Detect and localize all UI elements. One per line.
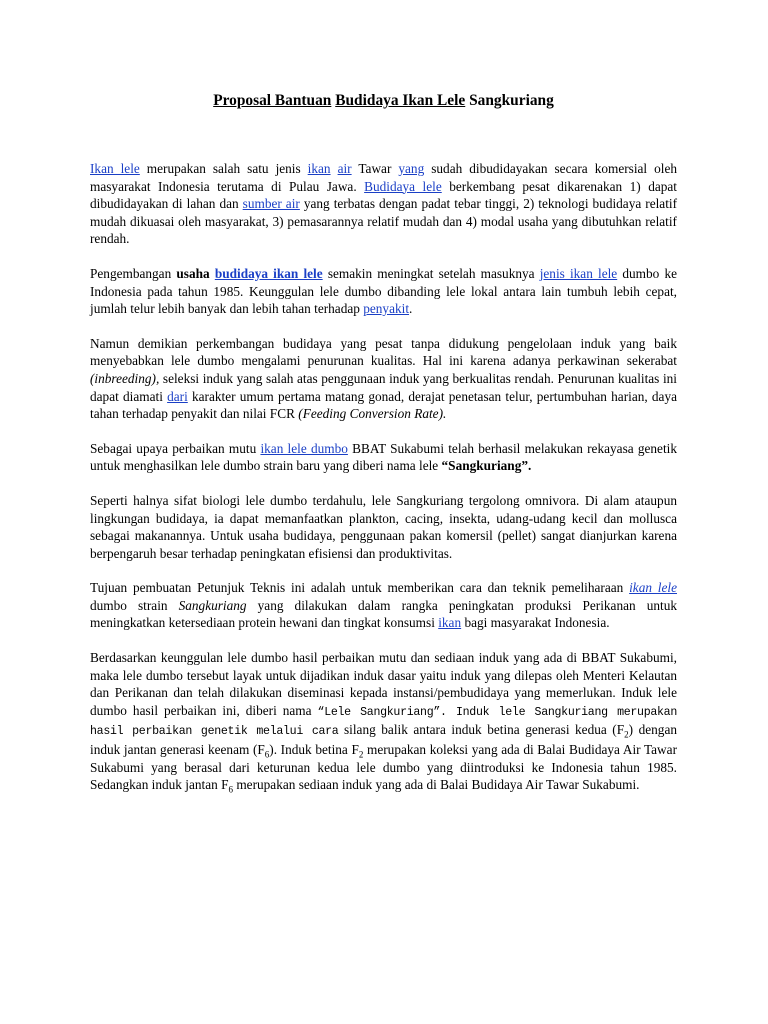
link-dari[interactable]: dari	[167, 388, 188, 404]
paragraph-3	[90, 335, 677, 423]
subscript: 6	[264, 749, 270, 760]
subscript: 2	[624, 730, 629, 741]
link-ikan-lele[interactable]: Ikan lele	[90, 161, 140, 176]
link-budidaya-lele[interactable]: Budidaya lele	[364, 178, 442, 194]
link-ikan-2[interactable]: ikan	[438, 615, 462, 631]
paragraph-2	[90, 265, 677, 318]
text	[331, 161, 338, 176]
text: berkembang pesat dikarenakan 1) dapat dibudidayakan di lahan dan	[90, 178, 677, 212]
text: semakin meningkat setelah masuknya	[322, 265, 540, 281]
text: Pengembangan	[90, 265, 177, 281]
link-jenis-ikan-lele[interactable]: jenis ikan lele	[539, 265, 618, 281]
title-part-1: Proposal Bantuan	[213, 92, 332, 109]
link-ikan[interactable]: ikan	[307, 161, 331, 176]
link-sumber-air[interactable]: sumber air	[242, 196, 300, 212]
text: sudah dibudidayakan secara komersial oleh masyarakat Indonesia terutama di Pulau Jawa.	[90, 161, 678, 194]
link-budidaya-ikan-lele[interactable]: budidaya ikan lele	[214, 265, 323, 281]
text: Namun demikian perkembangan budidaya yang pesat tanpa didukung pengelolaan induk yang baik menyebabkan lele dumbo mengalami penurunan kualitas. Hal ini karena adanya perkawinan sekerabat	[90, 335, 677, 369]
text: yang dilakukan dalam rangka peningkatan produksi Perikanan untuk meningkatkan ketersediaan protein hewani dan tingkat konsumsi	[90, 597, 677, 631]
text: merupakan sediaan induk yang ada di Balai Budidaya Air Tawar Sukabumi.	[233, 777, 640, 793]
document-title	[90, 90, 677, 112]
paragraph-1	[90, 160, 677, 248]
text: .	[409, 301, 413, 317]
paragraph-5	[90, 492, 677, 562]
text: Tujuan pembuatan Petunjuk Teknis ini adalah untuk memberikan cara dan teknik pemeliharaan	[90, 580, 630, 596]
subscript: 2	[358, 749, 364, 760]
paragraph-7	[90, 649, 677, 794]
text: bagi masyarakat Indonesia.	[461, 615, 610, 631]
link-penyakit[interactable]: penyakit	[363, 301, 410, 317]
link-yang[interactable]: yang	[398, 161, 425, 176]
paragraph-4	[90, 440, 677, 475]
link-ikan-lele-italic[interactable]: ikan lele	[629, 580, 677, 596]
text: dumbo ke Indonesia pada tahun 1985. Keunggulan lele dumbo dibanding lele lokal antara lain tumbuh lebih cepat, jumlah telur lebih banyak dan lebih tahan terhadap	[90, 265, 677, 317]
title-part-2: Budidaya Ikan Lele	[335, 92, 466, 109]
text: ). Induk betina F	[269, 742, 359, 758]
text: ) dengan induk jantan generasi keenam (F	[90, 722, 677, 758]
text: silang balik antara induk betina generasi kedua (F	[338, 722, 625, 738]
link-ikan-lele-dumbo[interactable]: ikan lele dumbo	[260, 440, 348, 456]
text: Seperti halnya sifat biologi lele dumbo terdahulu, lele Sangkuriang tergolong omnivora. Di alam ataupun lingkungan budidaya, ia dapat memanfaatkan plankton, cacing, insekta, udang-udang kecil dan mollusca sebagai makanannya. Untuk usaha budidaya, penggunaan pakan komersil (pellet) sangat dianjurkan karena berpengaruh besar terhadap peningkatan efisiensi dan produktivitas.	[90, 492, 677, 561]
text: merupakan salah satu jenis	[139, 161, 308, 176]
italic-text: (inbreeding),	[90, 370, 160, 386]
bold-text: “Sangkuriang”.	[441, 458, 532, 474]
text: Berdasarkan keunggulan lele dumbo hasil perbaikan mutu dan sediaan induk yang ada di BBAT Sukabumi, maka lele dumbo tersebut layak untuk dijadikan induk dasar yaitu induk yang dilepas oleh Menteri Kelautan dan Perikanan dan telah dilakukan diseminasi kepada instansi/pembudidaya yang memerlukan. Induk lele dumbo hasil perbaikan ini, diberi nama	[90, 650, 677, 718]
title-part-3: Sangkuriang	[469, 92, 554, 109]
italic-text: (Feeding Conversion Rate).	[298, 406, 447, 422]
subscript: 6	[228, 784, 233, 795]
text: merupakan koleksi yang ada di Balai Budidaya Air Tawar Sukabumi yang berasal dari keturunan kedua lele dumbo yang diintroduksi ke Indonesia tahun 1985. Sedangkan induk jantan F	[90, 742, 677, 793]
link-air[interactable]: air	[337, 161, 352, 176]
monospace-text: “Lele Sangkuriang”. Induk lele Sangkuriang merupakan hasil perbaikan genetik melalui cara	[90, 705, 677, 739]
bold-text: usaha	[176, 265, 210, 281]
text: karakter umum pertama matang gonad, derajat penetasan telur, pertumbuhan harian, daya tahan terhadap penyakit dan nilai FCR	[90, 388, 678, 422]
italic-text: Sangkuriang	[178, 597, 247, 613]
text: seleksi induk yang salah atas penggunaan induk yang berkualitas rendah. Penurunan kualitas ini dapat diamati	[90, 370, 677, 404]
text: dumbo strain	[90, 597, 179, 613]
text: Sebagai upaya perbaikan mutu	[90, 440, 261, 456]
text: yang terbatas dengan padat tebar tinggi, 2) teknologi budidaya relatif mudah dikuasai oleh masyarakat, 3) pemasarannya relatif mudah dan 4) modal usaha yang dibutuhkan relatif rendah.	[90, 196, 678, 247]
text: BBAT Sukabumi telah berhasil melakukan rekayasa genetik untuk menghasilkan lele dumbo strain baru yang diberi nama lele	[90, 440, 677, 474]
text: Tawar	[351, 161, 399, 176]
paragraph-6	[90, 579, 677, 632]
